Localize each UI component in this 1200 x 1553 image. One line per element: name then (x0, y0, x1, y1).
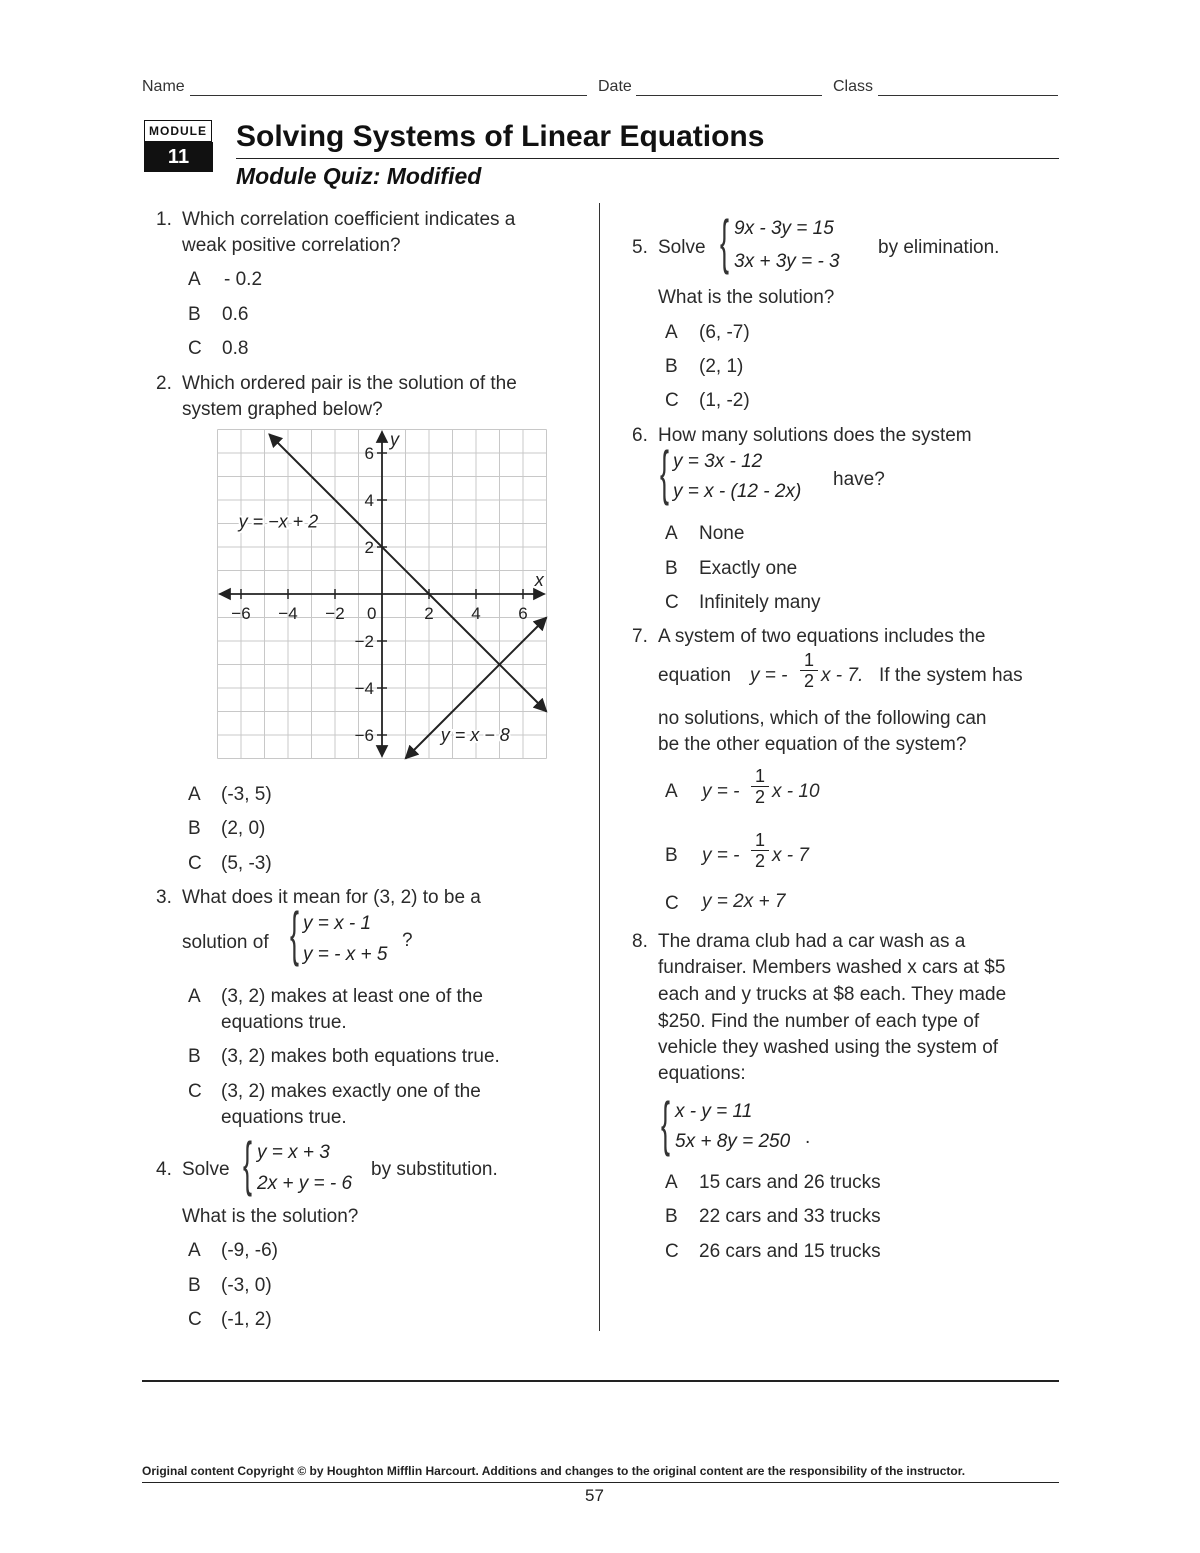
option-letter[interactable]: A (665, 322, 678, 343)
question-text: If the system has (879, 665, 1023, 686)
footer-rule (142, 1482, 1059, 1483)
system-equation: x - y = 11 (675, 1101, 753, 1122)
fraction (751, 766, 769, 807)
module-badge (144, 120, 212, 172)
option-letter[interactable]: B (665, 558, 678, 579)
option-text[interactable]: equations true. (221, 1107, 347, 1128)
option-text[interactable]: equations true. (221, 1012, 347, 1033)
option-text[interactable]: 15 cars and 26 trucks (699, 1172, 881, 1193)
name-label: Name (142, 78, 185, 95)
system-equation: y = x + 3 (257, 1142, 330, 1163)
option-letter[interactable]: B (188, 1046, 201, 1067)
option-text[interactable]: 26 cars and 15 trucks (699, 1241, 881, 1262)
page-number: 57 (585, 1486, 604, 1505)
option-letter[interactable]: B (665, 356, 678, 377)
question-number: 1. (156, 209, 172, 230)
option-letter[interactable]: B (665, 1206, 678, 1227)
x-tick-label: −4 (278, 604, 298, 623)
brace-icon: { (243, 1130, 253, 1197)
fraction-numerator: 1 (754, 766, 765, 786)
y-tick-label: 6 (364, 444, 374, 463)
option-text[interactable]: Exactly one (699, 558, 798, 579)
fraction-numerator: 1 (803, 650, 814, 670)
option-letter[interactable]: A (188, 1240, 201, 1261)
system-equation: y = 3x - 12 (673, 451, 763, 472)
option-text[interactable]: (-9, -6) (221, 1240, 278, 1261)
equation: x - 7. (821, 665, 864, 686)
option-letter[interactable]: C (188, 1081, 202, 1102)
equation: y = - (750, 665, 788, 686)
question-text: system graphed below? (182, 399, 383, 420)
class-blank[interactable] (878, 95, 1058, 96)
question-text: have? (833, 469, 885, 490)
option-text[interactable]: 0.6 (222, 304, 249, 325)
date-label: Date (598, 78, 632, 95)
fraction-denominator: 2 (751, 850, 769, 871)
line1-label: y = −x + 2 (238, 511, 319, 532)
origin-label: 0 (367, 604, 377, 623)
question-text: A system of two equations includes the (658, 626, 986, 647)
option-text[interactable]: 0.8 (222, 338, 249, 359)
y-tick-label: −2 (354, 632, 374, 651)
question-text: each and y trucks at $8 each. They made (658, 984, 1007, 1005)
fraction (800, 650, 818, 691)
question-text: equations: (658, 1063, 746, 1084)
fraction-numerator: 1 (754, 830, 765, 850)
question-text: by elimination. (878, 237, 1000, 258)
option-text[interactable]: x - 10 (772, 781, 820, 802)
option-text[interactable]: (3, 2) makes exactly one of the (221, 1081, 481, 1102)
question-text: What is the solution? (182, 1206, 359, 1227)
option-letter[interactable]: C (665, 592, 679, 613)
system-equation: y = x - (12 - 2x) (673, 481, 802, 502)
brace-icon: { (660, 439, 670, 506)
column-divider (599, 203, 600, 1331)
question-text: . (805, 1127, 811, 1148)
brace-icon: { (290, 900, 300, 967)
system-equation: 5x + 8y = 250 (675, 1131, 791, 1152)
system-equation: y = - x + 5 (303, 944, 388, 965)
line2-label: y = x − 8 (440, 725, 510, 745)
y-tick-label: 4 (364, 491, 374, 510)
copyright-notice: Original content Copyright © by Houghton Mifflin Harcourt. Additions and changes to the original content are the responsibility of the instructor. (142, 1464, 966, 1478)
option-text[interactable]: (-1, 2) (221, 1309, 272, 1330)
question-text: equation (658, 665, 731, 686)
option-text[interactable]: (6, -7) (699, 322, 750, 343)
option-letter[interactable]: A (665, 1172, 678, 1193)
y-tick-label: 2 (364, 538, 374, 557)
option-text[interactable]: x - 7 (772, 845, 809, 866)
brace-icon: { (720, 208, 730, 275)
question-text: vehicle they washed using the system of (658, 1037, 999, 1058)
option-letter[interactable]: A (665, 523, 678, 544)
coordinate-graph (210, 422, 555, 767)
question-text: ? (402, 930, 413, 951)
page-title: Solving Systems of Linear Equations (236, 120, 765, 153)
option-letter[interactable]: A (665, 781, 678, 802)
question-text: Which correlation coefficient indicates a (182, 209, 516, 230)
question-number: 8. (632, 931, 648, 952)
x-axis-label: x (534, 570, 544, 590)
system-equation: 2x + y = - 6 (257, 1173, 353, 1194)
option-letter[interactable]: A (188, 986, 201, 1007)
question-number: 6. (632, 425, 648, 446)
question-number: 5. (632, 237, 648, 258)
question-text: $250. Find the number of each type of (658, 1011, 980, 1032)
x-tick-label: −2 (325, 604, 345, 623)
module-number: 11 (144, 142, 213, 172)
option-text[interactable]: (-3, 0) (221, 1275, 272, 1296)
system-equation: 9x - 3y = 15 (734, 218, 834, 239)
question-text: What is the solution? (658, 287, 835, 308)
fraction-denominator: 2 (751, 786, 769, 807)
question-text: by substitution. (371, 1159, 498, 1180)
option-letter[interactable]: A (188, 269, 201, 290)
option-text[interactable]: y = - (702, 781, 740, 802)
option-text[interactable]: None (699, 523, 745, 544)
option-letter[interactable]: B (188, 304, 201, 325)
question-text: How many solutions does the system (658, 425, 972, 446)
line1 (269, 434, 546, 711)
y-tick-label: −6 (354, 726, 374, 745)
y-axis-label: y (390, 429, 399, 450)
option-letter[interactable]: B (665, 845, 678, 866)
y-tick-label: −4 (354, 679, 374, 698)
option-text[interactable]: 22 cars and 33 trucks (699, 1206, 881, 1227)
question-text: be the other equation of the system? (658, 734, 967, 755)
question-text: fundraiser. Members washed x cars at $5 (658, 957, 1006, 978)
title-rule (236, 158, 1059, 159)
option-letter[interactable]: C (665, 1241, 679, 1262)
option-letter[interactable]: C (665, 390, 679, 411)
option-text[interactable]: (3, 2) makes both equations true. (221, 1046, 500, 1067)
option-text[interactable]: (2, 1) (699, 356, 744, 377)
option-letter[interactable]: C (188, 1309, 202, 1330)
x-tick-label: 2 (424, 604, 434, 623)
question-number: 2. (156, 373, 172, 394)
option-text[interactable]: y = 2x + 7 (702, 891, 786, 912)
option-letter[interactable]: C (665, 893, 679, 914)
option-text[interactable]: (2, 0) (221, 818, 266, 839)
question-text: no solutions, which of the following can (658, 708, 987, 729)
fraction (751, 830, 769, 871)
question-text: solution of (182, 932, 269, 953)
option-text[interactable]: (3, 2) makes at least one of the (221, 986, 483, 1007)
option-text[interactable]: (1, -2) (699, 390, 750, 411)
brace-icon: { (661, 1090, 671, 1157)
system-equation: y = x - 1 (303, 913, 372, 934)
module-label: MODULE (144, 120, 212, 142)
question-number: 4. (156, 1159, 172, 1180)
fraction-denominator: 2 (800, 670, 818, 691)
x-tick-label: 6 (518, 604, 528, 623)
question-text: Solve (182, 1159, 230, 1180)
option-text[interactable]: - 0.2 (224, 269, 263, 290)
system-equation: 3x + 3y = - 3 (734, 251, 840, 272)
class-label: Class (833, 78, 874, 95)
option-letter[interactable]: B (188, 1275, 201, 1296)
question-text: What does it mean for (3, 2) to be a (182, 887, 481, 908)
question-text: Which ordered pair is the solution of the (182, 373, 517, 394)
date-blank[interactable] (636, 95, 822, 96)
option-text[interactable]: (-3, 5) (221, 784, 272, 805)
question-text: weak positive correlation? (182, 235, 401, 256)
name-blank[interactable] (190, 95, 587, 96)
footer-top-rule (142, 1380, 1059, 1382)
x-tick-label: 4 (471, 604, 481, 623)
question-number: 3. (156, 887, 172, 908)
option-letter[interactable]: B (188, 818, 201, 839)
option-letter[interactable]: C (188, 338, 202, 359)
question-text: The drama club had a car wash as a (658, 931, 966, 952)
option-text[interactable]: (5, -3) (221, 853, 272, 874)
option-text[interactable]: y = - (702, 845, 740, 866)
option-text[interactable]: Infinitely many (699, 592, 821, 613)
question-text: Solve (658, 237, 706, 258)
x-tick-label: −6 (231, 604, 251, 623)
page-subtitle: Module Quiz: Modified (236, 163, 482, 189)
question-number: 7. (632, 626, 648, 647)
option-letter[interactable]: C (188, 853, 202, 874)
option-letter[interactable]: A (188, 784, 201, 805)
